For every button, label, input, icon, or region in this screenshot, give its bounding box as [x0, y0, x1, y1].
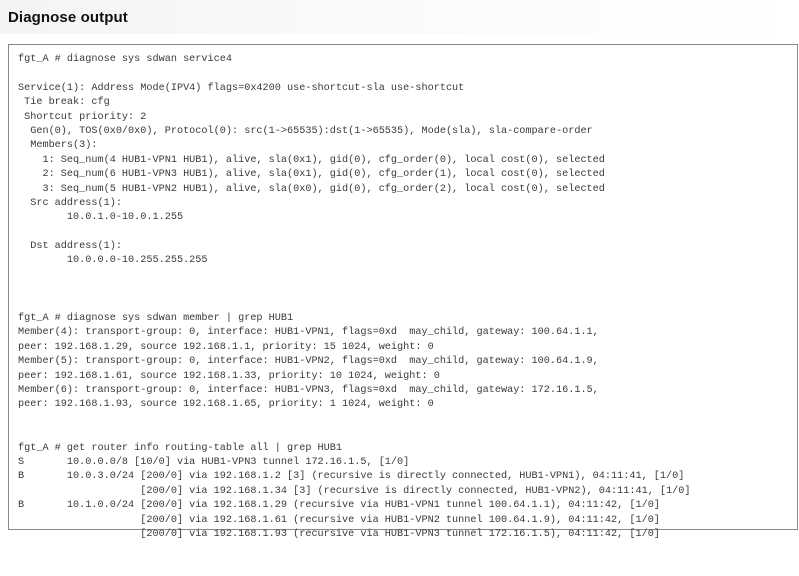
- console-line: Dst address(1):: [18, 241, 122, 253]
- console-line: fgt_A # diagnose sys sdwan service4: [18, 54, 232, 65]
- console-line: fgt_A # diagnose sys sdwan member | grep HUB1: [18, 313, 294, 325]
- console-line: 10.0.0.0-10.255.255.255: [18, 255, 208, 267]
- console-line: [200/0] via 192.168.1.61 (recursive via HUB1-VPN2 tunnel 100.64.1.9), 04:11:42, [1/0]: [18, 514, 660, 526]
- console-line: [18, 226, 691, 240]
- console-line: 3: Seq_num(5 HUB1-VPN2 HUB1), alive, sla(0x0), gid(0), cfg_order(2), local cost(0), selected: [18, 183, 605, 195]
- console-line: Tie break: cfg: [18, 97, 110, 109]
- console-line: Member(5): transport-group: 0, interface: HUB1-VPN2, flags=0xd may_child, gateway: 100.64.1.9,: [18, 356, 599, 368]
- console-line: [200/0] via 192.168.1.93 (recursive via HUB1-VPN3 tunnel 172.16.1.5), 04:11:42, [1/0]: [18, 528, 660, 540]
- page-title: Diagnose output: [8, 9, 128, 26]
- console-line: peer: 192.168.1.29, source 192.168.1.1, priority: 15 1024, weight: 0: [18, 341, 434, 353]
- console-line: Service(1): Address Mode(IPV4) flags=0x4200 use-shortcut-sla use-shortcut: [18, 82, 465, 94]
- console-line: 2: Seq_num(6 HUB1-VPN3 HUB1), alive, sla(0x1), gid(0), cfg_order(1), local cost(0), selected: [18, 169, 605, 181]
- console-output-panel: [8, 44, 798, 540]
- console-line: [18, 427, 691, 441]
- console-line: Gen(0), TOS(0x0/0x0), Protocol(0): src(1->65535):dst(1->65535), Mode(sla), sla-compare-order: [18, 125, 593, 137]
- console-line: fgt_A # get router info routing-table all | grep HUB1: [18, 442, 343, 454]
- console-line: 10.0.1.0-10.0.1.255: [18, 212, 184, 224]
- console-line: B 10.0.3.0/24 [200/0] via 192.168.1.2 [3] (recursive is directly connected, HUB1-VPN1), 04:11:41, [1/0]: [18, 471, 685, 483]
- console-line: [200/0] via 192.168.1.34 [3] (recursive is directly connected, HUB1-VPN2), 04:11:41, [1/0]: [18, 485, 691, 497]
- console-line: 1: Seq_num(4 HUB1-VPN1 HUB1), alive, sla(0x1), gid(0), cfg_order(0), local cost(0), selected: [18, 154, 605, 166]
- console-line: [18, 67, 691, 81]
- console-line: Src address(1):: [18, 197, 122, 209]
- header-bar: [0, 0, 799, 34]
- console-line: S 10.0.0.0/8 [10/0] via HUB1-VPN3 tunnel 172.16.1.5, [1/0]: [18, 456, 410, 468]
- console-line: [18, 298, 691, 312]
- console-line: Shortcut priority: 2: [18, 111, 147, 123]
- console-output: [18, 53, 691, 542]
- console-line: [18, 413, 691, 427]
- console-line: Member(6): transport-group: 0, interface: HUB1-VPN3, flags=0xd may_child, gateway: 172.16.1.5,: [18, 384, 599, 396]
- console-line: Member(4): transport-group: 0, interface: HUB1-VPN1, flags=0xd may_child, gateway: 100.64.1.1,: [18, 327, 599, 339]
- console-line: [18, 269, 691, 283]
- console-line: Members(3):: [18, 140, 98, 152]
- console-line: peer: 192.168.1.93, source 192.168.1.65, priority: 1 1024, weight: 0: [18, 399, 434, 411]
- console-line: [18, 283, 691, 297]
- console-line: B 10.1.0.0/24 [200/0] via 192.168.1.29 (recursive via HUB1-VPN1 tunnel 100.64.1.1), 04:11:42, [1/0]: [18, 500, 660, 512]
- console-line: peer: 192.168.1.61, source 192.168.1.33, priority: 10 1024, weight: 0: [18, 370, 440, 382]
